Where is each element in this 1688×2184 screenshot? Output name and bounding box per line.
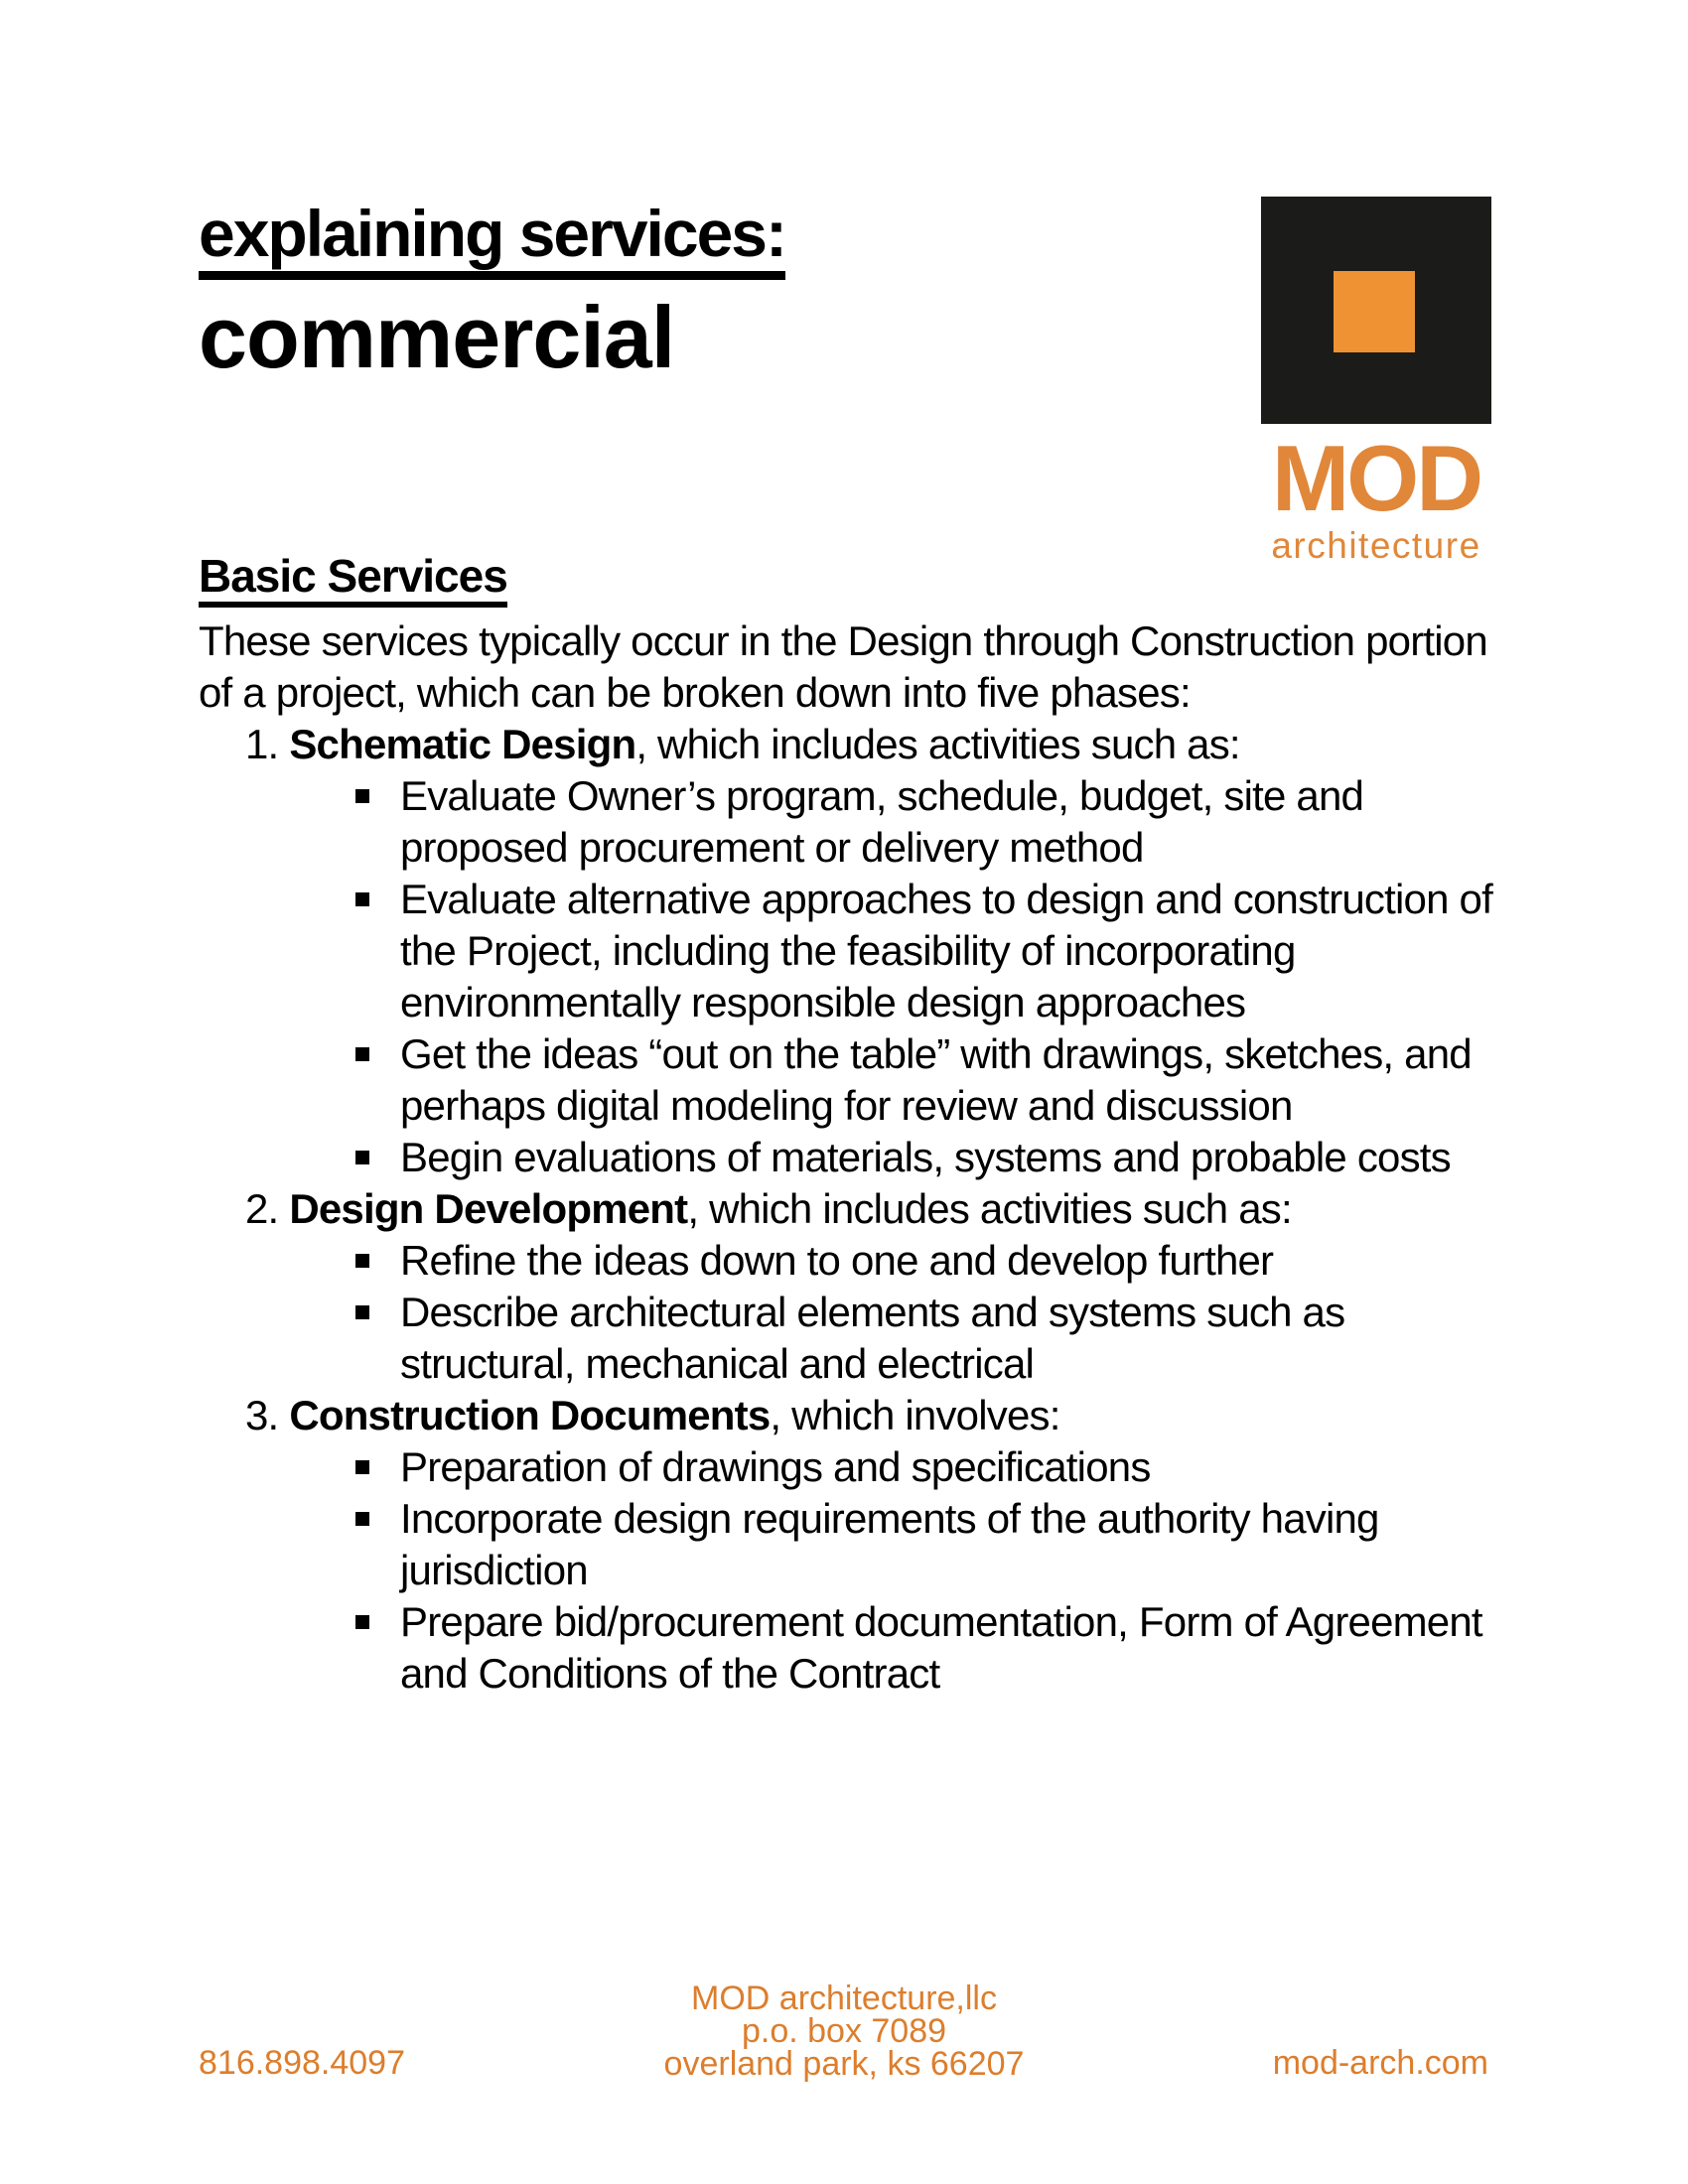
logo-orange-square-icon bbox=[1334, 271, 1415, 352]
list-item bbox=[199, 1132, 1519, 1183]
list-item bbox=[199, 1493, 1519, 1596]
logo-subtitle: architecture bbox=[1271, 525, 1481, 566]
square-bullet-icon bbox=[355, 1047, 369, 1061]
list-item bbox=[199, 1596, 1519, 1700]
square-bullet-icon bbox=[355, 1151, 369, 1164]
list-item-text: Refine the ideas down to one and develop further bbox=[400, 1237, 1274, 1284]
list-item bbox=[199, 1028, 1519, 1132]
phase-2-number: 2. bbox=[245, 1185, 279, 1232]
list-item bbox=[199, 1441, 1519, 1493]
list-item-text: Describe architectural elements and systems such as structural, mechanical and electrical bbox=[400, 1289, 1345, 1387]
page-title bbox=[199, 197, 785, 386]
phase-2-heading bbox=[199, 1183, 1519, 1235]
square-bullet-icon bbox=[355, 1305, 369, 1319]
phase-1-heading bbox=[199, 719, 1519, 770]
intro-paragraph: These services typically occur in the Design through Construction portion of a project, which can be broken down into five phases: bbox=[199, 617, 1487, 716]
list-item bbox=[199, 770, 1519, 874]
square-bullet-icon bbox=[355, 1615, 369, 1629]
footer-po-box: p.o. box 7089 bbox=[741, 2012, 947, 2050]
mod-architecture-logo bbox=[1261, 197, 1491, 564]
square-bullet-icon bbox=[355, 789, 369, 803]
list-item-text: Preparation of drawings and specifications bbox=[400, 1443, 1151, 1490]
list-item-text: Incorporate design requirements of the authority having jurisdiction bbox=[400, 1495, 1379, 1593]
square-bullet-icon bbox=[355, 892, 369, 906]
phase-1-suffix: , which includes activities such as: bbox=[635, 721, 1240, 767]
logo-black-square-icon bbox=[1261, 197, 1491, 424]
list-item bbox=[199, 1235, 1519, 1287]
list-item-text: Evaluate Owner’s program, schedule, budget, site and proposed procurement or delivery method bbox=[400, 772, 1364, 871]
list-item bbox=[199, 1287, 1519, 1390]
phase-3-number: 3. bbox=[245, 1392, 279, 1438]
footer-website: mod-arch.com bbox=[1272, 2044, 1488, 2082]
list-item-text: Begin evaluations of materials, systems and probable costs bbox=[400, 1134, 1451, 1180]
section-heading: Basic Services bbox=[199, 553, 507, 608]
footer-phone: 816.898.4097 bbox=[199, 2044, 405, 2082]
list-item-text: Get the ideas “out on the table” with drawings, sketches, and perhaps digital modeling for review and discussion bbox=[400, 1030, 1472, 1129]
list-item-text: Prepare bid/procurement documentation, Form of Agreement and Conditions of the Contract bbox=[400, 1598, 1482, 1697]
services-outline bbox=[199, 552, 1519, 1700]
square-bullet-icon bbox=[355, 1254, 369, 1268]
phase-3-name: Construction Documents bbox=[289, 1392, 771, 1438]
page-title-line1: explaining services: bbox=[199, 201, 785, 280]
phase-3-suffix: , which involves: bbox=[770, 1392, 1060, 1438]
footer-city: overland park, ks 66207 bbox=[663, 2045, 1025, 2083]
list-item-text: Evaluate alternative approaches to design and construction of the Project, including the feasibility of incorporating environmentally responsible design approaches bbox=[400, 876, 1492, 1025]
list-item bbox=[199, 874, 1519, 1028]
phase-1-number: 1. bbox=[245, 721, 279, 767]
phase-2-name: Design Development bbox=[289, 1185, 688, 1232]
page-title-line2: commercial bbox=[199, 288, 675, 386]
logo-wordmark: MOD bbox=[1271, 426, 1481, 530]
phase-2-suffix: , which includes activities such as: bbox=[687, 1185, 1292, 1232]
phase-3-heading bbox=[199, 1390, 1519, 1441]
square-bullet-icon bbox=[355, 1512, 369, 1526]
square-bullet-icon bbox=[355, 1460, 369, 1474]
footer-company: MOD architecture,llc bbox=[691, 1979, 997, 2017]
phase-1-name: Schematic Design bbox=[289, 721, 636, 767]
